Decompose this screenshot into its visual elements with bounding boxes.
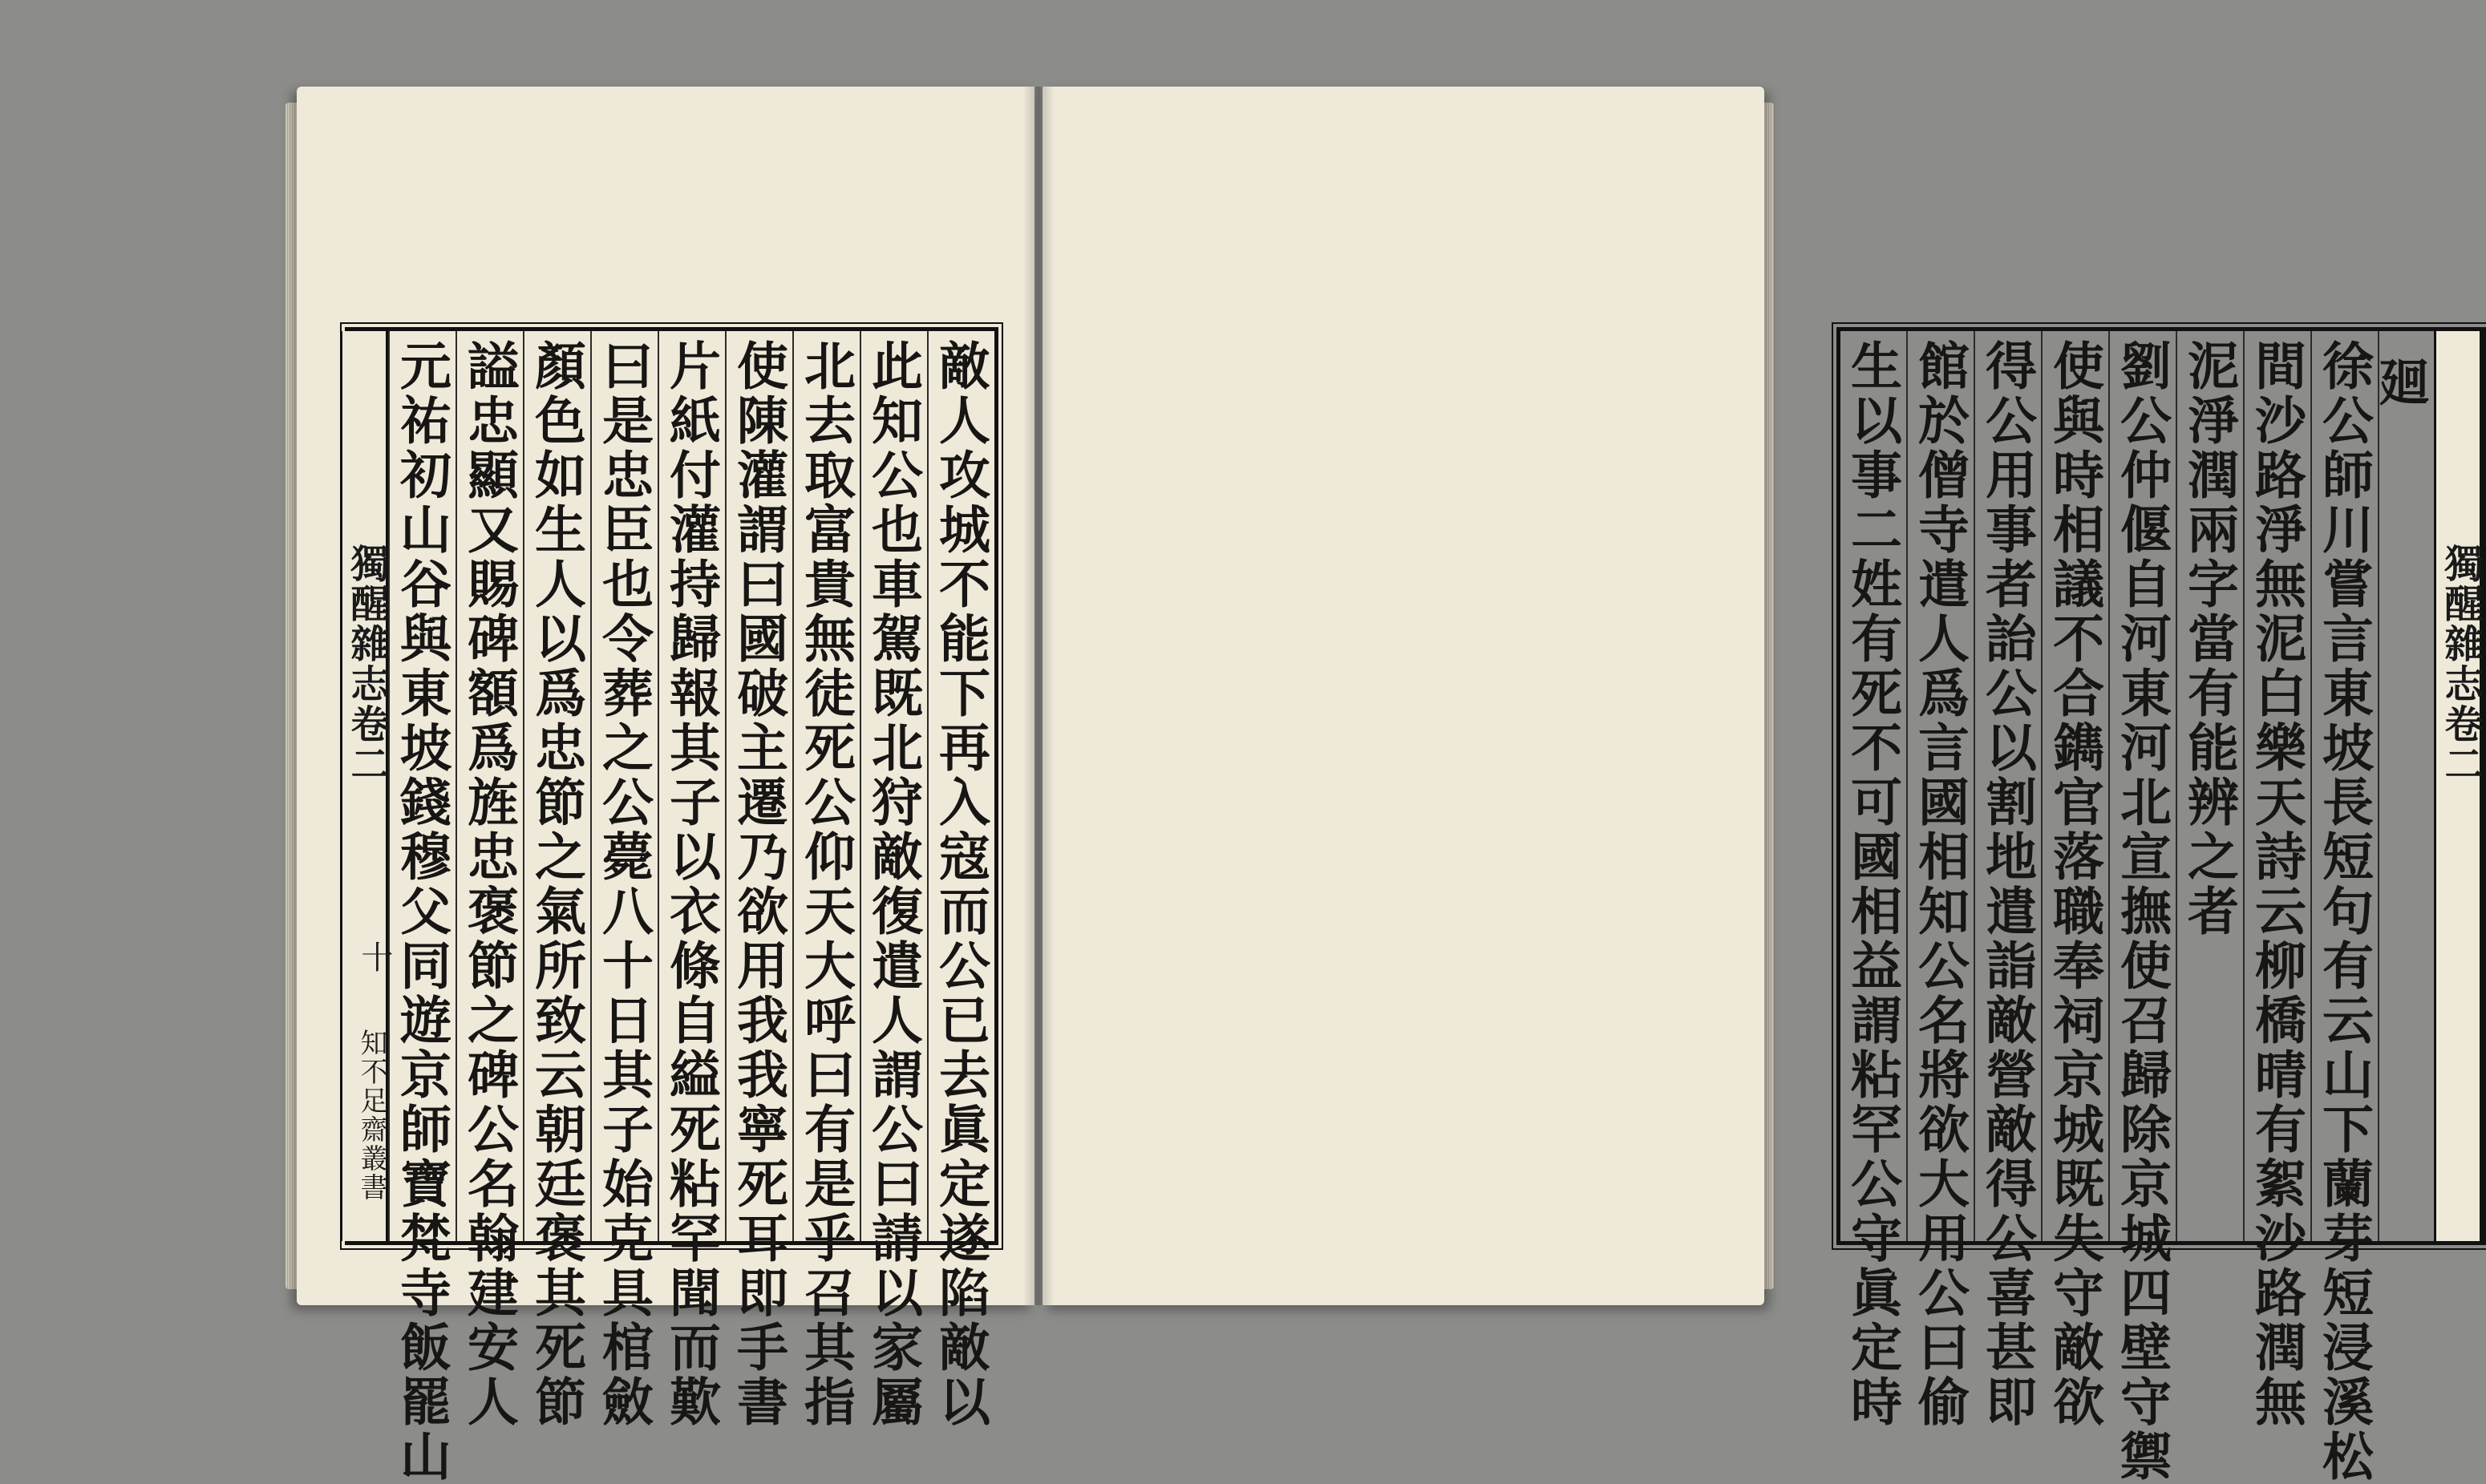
running-title: 獨醒雜志卷二 bbox=[2438, 544, 2483, 784]
text-column: 間沙路淨無泥白樂天詩云柳橋晴有絮沙路潤無 bbox=[2243, 331, 2310, 1241]
text-column: 生以事二姓有死不可國相益謂粘罕公守眞定時 bbox=[1842, 339, 1902, 1429]
right-page bbox=[1043, 87, 2483, 1484]
press-name: 知不足齋叢書 bbox=[355, 1029, 387, 1202]
text-column: 使陳灌謂曰國破主遷乃欲用我我寧死耳即手書 bbox=[725, 331, 792, 1241]
left-center-strip bbox=[340, 331, 393, 1241]
running-title: 獨醒雜志卷二 bbox=[344, 544, 389, 784]
right-text-frame bbox=[1836, 327, 2486, 1484]
text-column: 顏色如生人以爲忠節之氣所致云朝廷褒其死節 bbox=[523, 331, 590, 1241]
text-column: 片紙付灌持歸報其子以衣條自縊死粘罕聞而歎 bbox=[658, 331, 725, 1241]
text-column: 敵人攻城不能下再入寇而公已去眞定遂陷敵以 bbox=[927, 331, 994, 1241]
text-column: 泥淨潤兩字當有能辨之者 bbox=[2176, 331, 2243, 1241]
text-column: 使與時相議不合鐫官落職奉祠京城既失守敵欲 bbox=[2041, 331, 2108, 1241]
heading-column bbox=[2370, 331, 2434, 1241]
text-column: 劉公仲偃自河東河北宣撫使召歸除京城四壁守禦 bbox=[2108, 331, 2176, 1241]
text-column: 館於僧寺遣人爲言國相知公名將欲大用公曰偷 bbox=[1906, 331, 1974, 1241]
left-page bbox=[297, 87, 1034, 1484]
text-column: 元祐初山谷與東坡錢穆父同遊京師寶梵寺飯罷山 bbox=[388, 331, 455, 1241]
text-column: 曰是忠臣也令葬之公薨八十日其子始克具棺斂 bbox=[590, 331, 658, 1241]
left-text-frame bbox=[344, 327, 998, 1484]
text-column: 此知公也車駕既北狩敵復遣人謂公曰請以家屬 bbox=[860, 331, 927, 1241]
folio-number: 十 bbox=[356, 940, 393, 974]
section-heading: 廻 bbox=[2370, 355, 2430, 410]
text-column: 得公用事者詒公以割地遣詣敵營敵得公喜甚即 bbox=[1974, 331, 2041, 1241]
text-column: 徐公師川嘗言東坡長短句有云山下蘭芽短浸溪松 bbox=[2310, 331, 2378, 1241]
right-center-strip bbox=[2434, 331, 2482, 1241]
book-gutter bbox=[1022, 87, 1055, 1305]
open-book bbox=[297, 87, 2483, 1484]
text-column: 北去取富貴無徒死公仰天大呼曰有是乎召其指 bbox=[792, 331, 860, 1241]
text-column: 謚忠顯又賜碑額爲旌忠褒節之碑公名翰建安人 bbox=[455, 331, 523, 1241]
